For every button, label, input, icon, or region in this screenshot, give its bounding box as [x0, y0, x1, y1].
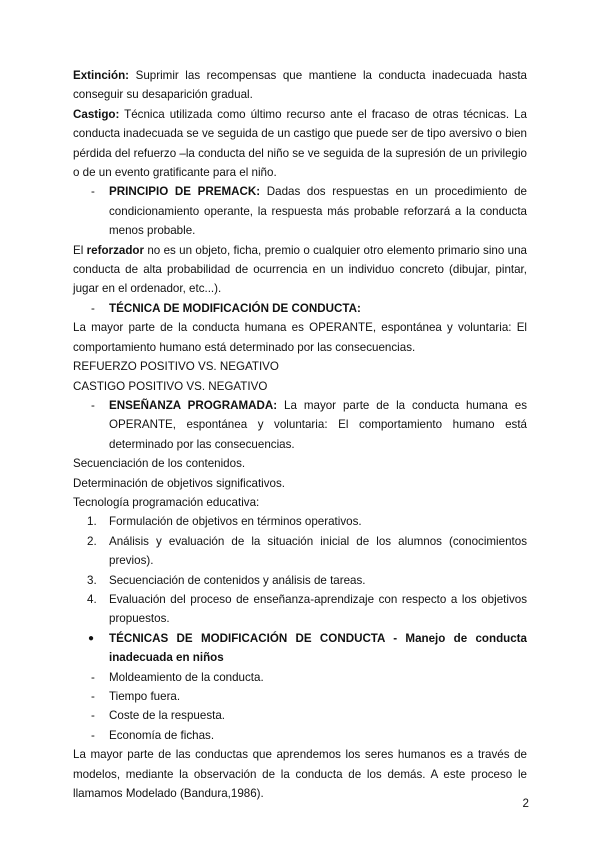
paragraph-reforzador: [73, 241, 527, 299]
document-body: [73, 66, 527, 803]
paragraph-operante: La mayor parte de la conducta humana es OPERANTE, espontánea y voluntaria: El comportamiento humano está determinado por las consecuencias.: [73, 321, 527, 354]
text-castigo: Técnica utilizada como último recurso ante el fracaso de otras técnicas. La conducta inadecuada se ve seguida de un castigo que puede ser de tipo aversivo o bien pérdida del refuerzo –la conducta del niño se ve seguida de la supresión de un privilegio o de un evento gratificante para el niño.: [73, 107, 527, 180]
text-reforzador-pre: El: [73, 243, 87, 257]
text-ensenanza: La mayor parte de la conducta humana es OPERANTE, espontánea y voluntaria: El comportamiento humano está determinado por las consecuencias.: [109, 398, 527, 451]
number-marker: 2.: [87, 534, 97, 548]
dash-item: [73, 726, 527, 745]
text-extincion: Suprimir las recompensas que mantiene la conducta inadecuada hasta conseguir su desaparición gradual.: [73, 69, 527, 102]
bullet-marker: ●: [88, 632, 95, 644]
numbered-text: Formulación de objetivos en términos operativos.: [109, 515, 362, 529]
paragraph-modelado: La mayor parte de las conductas que aprendemos los seres humanos es a través de modelos, mediante la observación de la conducta de los demás. A este proceso le llamamos Modelado (Bandura,1986).: [73, 748, 527, 801]
dash-marker: -: [91, 709, 95, 723]
paragraph-extincion: [73, 66, 527, 105]
term-premack: PRINCIPIO DE PREMACK:: [109, 185, 261, 199]
dash-text: Tiempo fuera.: [109, 690, 181, 703]
line-castigo: CASTIGO POSITIVO VS. NEGATIVO: [73, 379, 268, 393]
numbered-item: [73, 532, 527, 571]
term-ensenanza: ENSEÑANZA PROGRAMADA:: [109, 398, 278, 412]
dash-text: Coste de la respuesta.: [109, 709, 226, 723]
list-item-ensenanza: [73, 396, 527, 454]
text-premack: Dadas dos respuestas en un procedimiento de condicionamiento operante, la respuesta más probable reforzará a la conducta menos probable.: [109, 185, 527, 238]
page-number: 2: [522, 797, 529, 810]
numbered-text: Análisis y evaluación de la situación inicial de los alumnos (conocimientos previos).: [109, 534, 527, 568]
heading-tecnicas: TÉCNICAS DE MODIFICACIÓN DE CONDUCTA - Manejo de conducta inadecuada en niños: [109, 631, 527, 665]
list-item-premack: [73, 182, 527, 240]
line-secuenciacion: Secuenciación de los contenidos.: [73, 457, 246, 471]
dash-marker: -: [91, 690, 95, 703]
term-castigo: Castigo:: [73, 107, 120, 121]
dash-marker: -: [91, 301, 95, 315]
dash-text: Economía de fichas.: [109, 728, 215, 742]
paragraph-castigo: [73, 105, 527, 183]
dash-item: [73, 687, 527, 706]
dash-marker: -: [91, 670, 95, 684]
dash-item: [73, 706, 527, 725]
list-item-tecnicas: [73, 629, 527, 668]
line-tecnologia: Tecnología programación educativa:: [73, 495, 260, 509]
text-reforzador: no es un objeto, ficha, premio o cualquier otro elemento primario sino una conducta de alta probabilidad de ocurrencia en un individuo concreto (dibujar, pintar, jugar en el ordenador, etc...).: [73, 243, 528, 296]
numbered-text: Evaluación del proceso de enseñanza-aprendizaje con respecto a los objetivos propuestos.: [109, 592, 527, 626]
dash-marker: -: [91, 185, 95, 199]
numbered-text: Secuenciación de contenidos y análisis de tareas.: [109, 573, 366, 587]
numbered-item: [73, 590, 527, 629]
numbered-item: [73, 512, 527, 531]
dash-marker: -: [91, 398, 95, 412]
number-marker: 4.: [87, 592, 97, 606]
dash-item: [73, 668, 527, 687]
numbered-item: [73, 571, 527, 590]
dash-text: Moldeamiento de la conducta.: [109, 670, 264, 684]
term-reforzador: reforzador: [86, 243, 144, 257]
number-marker: 1.: [87, 515, 97, 529]
heading-tecnica: TÉCNICA DE MODIFICACIÓN DE CONDUCTA:: [109, 301, 361, 315]
line-refuerzo: REFUERZO POSITIVO VS. NEGATIVO: [73, 360, 279, 374]
list-item-tecnica: [73, 299, 527, 318]
dash-marker: -: [91, 728, 95, 742]
line-determinacion: Determinación de objetivos significativos.: [73, 476, 286, 490]
number-marker: 3.: [87, 573, 97, 587]
term-extincion: Extinción:: [73, 69, 130, 82]
